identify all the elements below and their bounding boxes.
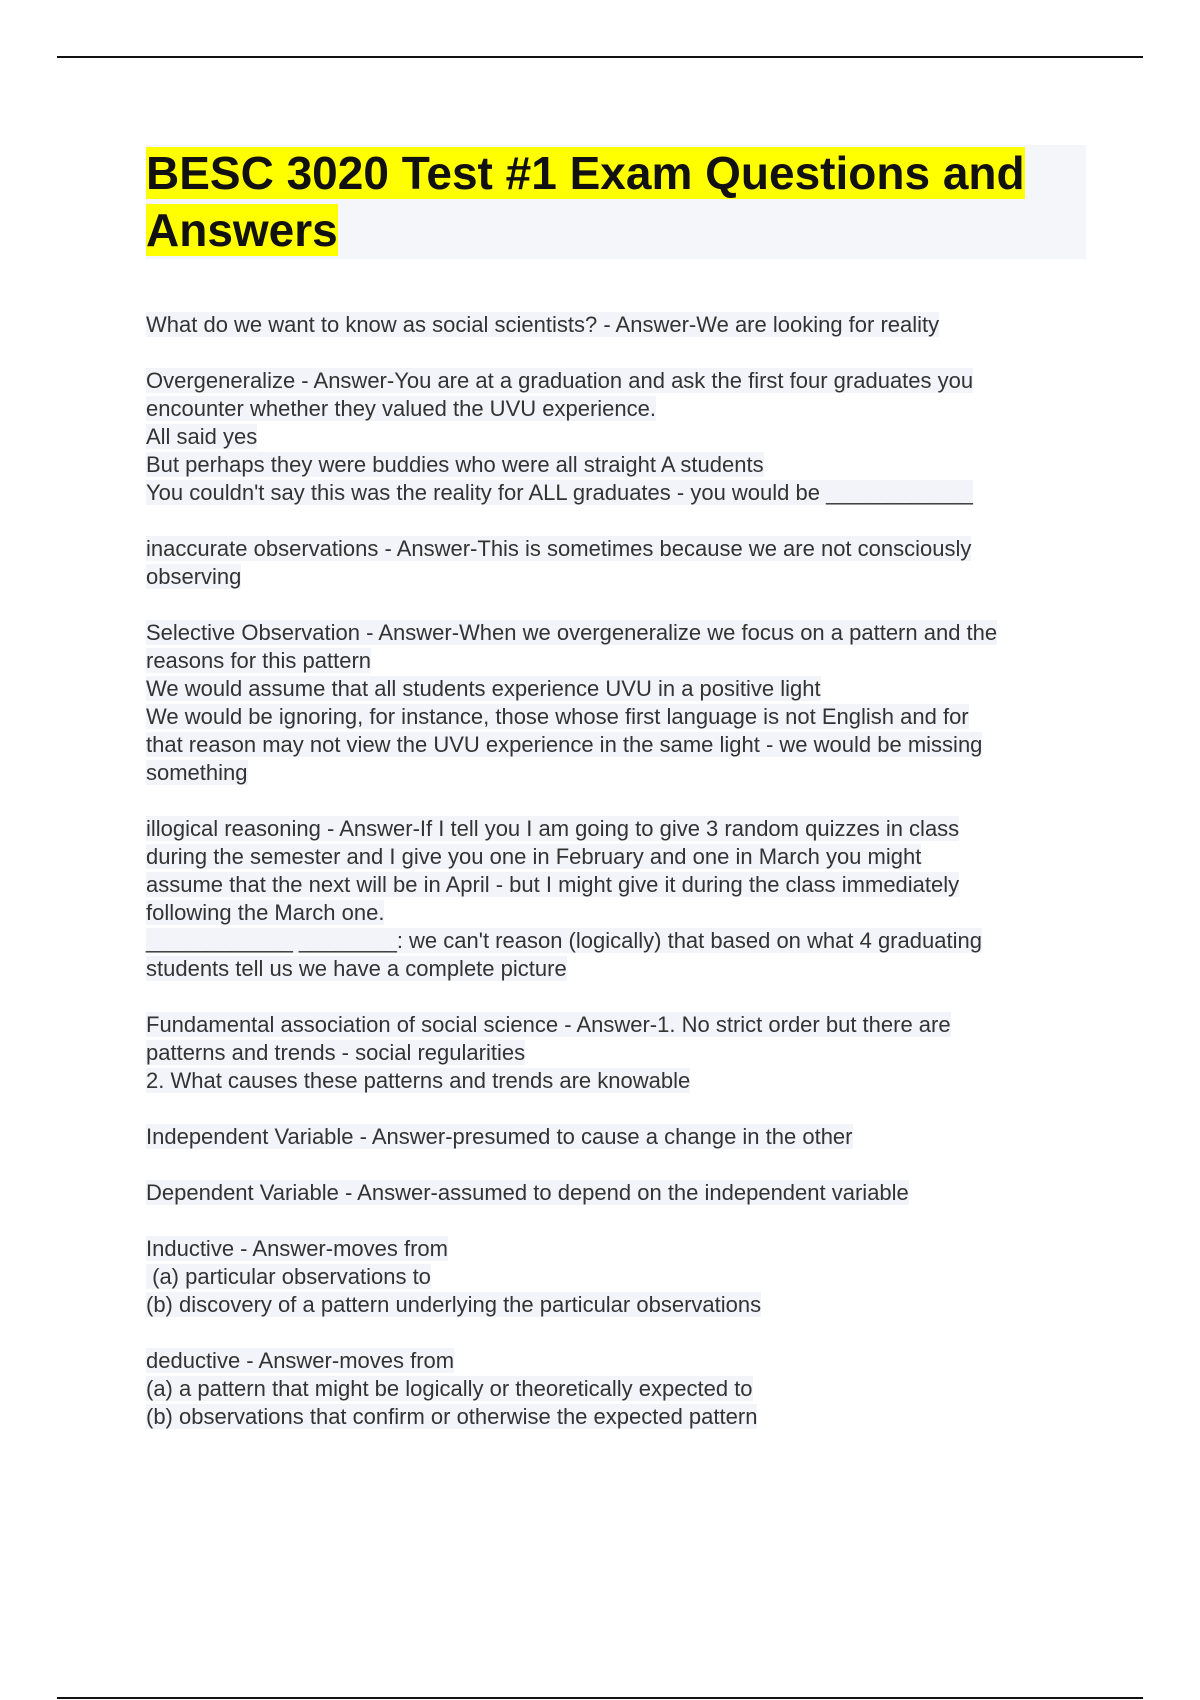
qa-line (146, 1123, 1088, 1151)
qa-line (146, 731, 1088, 759)
qa-line (146, 899, 1088, 927)
qa-line-text: (b) discovery of a pattern underlying the particular observations (146, 1292, 762, 1317)
qa-item (146, 1235, 1088, 1319)
qa-line-text: You couldn't say this was the reality for ALL graduates - you would be ____________ (146, 480, 973, 505)
qa-line (146, 1347, 1088, 1375)
qa-line (146, 871, 1088, 899)
qa-line (146, 1235, 1088, 1263)
qa-line (146, 955, 1088, 983)
qa-item (146, 367, 1088, 507)
qa-line (146, 395, 1088, 423)
qa-line-text: (a) particular observations to (146, 1264, 431, 1289)
qa-line-text: that reason may not view the UVU experience in the same light - we would be missing (146, 732, 983, 757)
qa-line-text: (a) a pattern that might be logically or theoretically expected to (146, 1376, 753, 1401)
document-body (146, 145, 1088, 1459)
qa-line-text: something (146, 760, 248, 785)
qa-item (146, 535, 1088, 591)
qa-line-text: What do we want to know as social scientists? - Answer-We are looking for reality (146, 312, 940, 337)
qa-line-text: assume that the next will be in April - but I might give it during the class immediately (146, 872, 960, 897)
qa-item (146, 1011, 1088, 1095)
document-title-text: BESC 3020 Test #1 Exam Questions and Answers (146, 147, 1025, 256)
qa-line-text: following the March one. (146, 900, 385, 925)
qa-line (146, 1403, 1088, 1431)
qa-line (146, 815, 1088, 843)
qa-line (146, 703, 1088, 731)
qa-line (146, 367, 1088, 395)
qa-line-text: Inductive - Answer-moves from (146, 1236, 448, 1261)
qa-line-text: Overgeneralize - Answer-You are at a graduation and ask the first four graduates you (146, 368, 974, 393)
qa-line (146, 1011, 1088, 1039)
qa-line-text: Dependent Variable - Answer-assumed to depend on the independent variable (146, 1180, 909, 1205)
qa-line (146, 675, 1088, 703)
qa-line (146, 843, 1088, 871)
qa-item (146, 1179, 1088, 1207)
qa-item (146, 619, 1088, 787)
qa-line-text: observing (146, 564, 242, 589)
qa-line (146, 1179, 1088, 1207)
qa-line-text: Fundamental association of social science - Answer-1. No strict order but there are (146, 1012, 951, 1037)
qa-item (146, 311, 1088, 339)
qa-line-text: patterns and trends - social regularities (146, 1040, 526, 1065)
title-block (146, 145, 1086, 259)
qa-line (146, 759, 1088, 787)
qa-line-text: illogical reasoning - Answer-If I tell you I am going to give 3 random quizzes in class (146, 816, 960, 841)
qa-line (146, 619, 1088, 647)
qa-line (146, 423, 1088, 451)
qa-line-text: students tell us we have a complete picture (146, 956, 567, 981)
qa-line (146, 451, 1088, 479)
qa-line (146, 1291, 1088, 1319)
qa-line-text: ____________ ________: we can't reason (logically) that based on what 4 graduating (146, 928, 982, 953)
qa-line-text: (b) observations that confirm or otherwise the expected pattern (146, 1404, 758, 1429)
qa-line-text: We would be ignoring, for instance, those whose first language is not English and for (146, 704, 969, 729)
qa-line-text: deductive - Answer-moves from (146, 1348, 455, 1373)
qa-line-text: All said yes (146, 424, 258, 449)
qa-line (146, 927, 1088, 955)
qa-line-text: inaccurate observations - Answer-This is sometimes because we are not consciously (146, 536, 972, 561)
page-footer-rule (57, 1697, 1143, 1699)
page-header-rule (57, 56, 1143, 58)
qa-item (146, 1123, 1088, 1151)
qa-line (146, 563, 1088, 591)
qa-line-text: 2. What causes these patterns and trends are knowable (146, 1068, 691, 1093)
qa-line-text: reasons for this pattern (146, 648, 372, 673)
qa-line-text: during the semester and I give you one in February and one in March you might (146, 844, 922, 869)
qa-list (146, 311, 1088, 1431)
qa-line (146, 535, 1088, 563)
qa-line-text: But perhaps they were buddies who were all straight A students (146, 452, 764, 477)
qa-item (146, 815, 1088, 983)
qa-line (146, 1375, 1088, 1403)
qa-line (146, 1263, 1088, 1291)
qa-line (146, 1039, 1088, 1067)
qa-line (146, 479, 1088, 507)
qa-line (146, 1067, 1088, 1095)
qa-item (146, 1347, 1088, 1431)
qa-line-text: Selective Observation - Answer-When we overgeneralize we focus on a pattern and the (146, 620, 998, 645)
qa-line-text: We would assume that all students experience UVU in a positive light (146, 676, 821, 701)
document-title (146, 145, 1086, 259)
qa-line-text: Independent Variable - Answer-presumed to cause a change in the other (146, 1124, 853, 1149)
qa-line (146, 647, 1088, 675)
qa-line-text: encounter whether they valued the UVU experience. (146, 396, 656, 421)
qa-line (146, 311, 1088, 339)
